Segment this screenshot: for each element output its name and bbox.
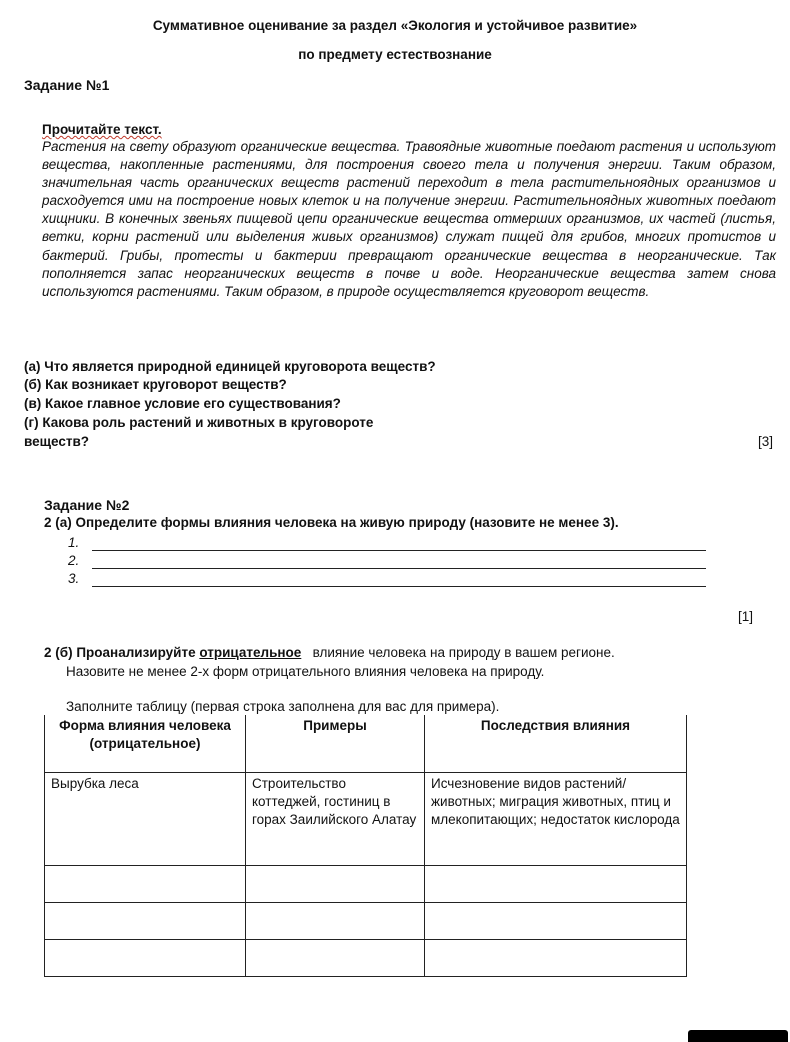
header-impact-form: Форма влияния человека (отрицательное) xyxy=(45,715,246,772)
table-row xyxy=(45,772,687,865)
empty-cell[interactable] xyxy=(425,865,687,902)
answer-number-1: 1. xyxy=(68,535,80,550)
question-a: (а) Что является природной единицей круговорота веществ? xyxy=(24,359,436,374)
cell-impact-form: Вырубка леса xyxy=(45,772,246,865)
impact-table xyxy=(44,715,687,977)
fill-table-instruction: Заполните таблицу (первая строка заполнена для вас для примера). xyxy=(66,699,500,714)
answer-number-3: 3. xyxy=(68,571,80,586)
empty-cell[interactable] xyxy=(425,939,687,976)
answer-line-3[interactable] xyxy=(92,586,706,587)
document-title: Суммативное оценивание за раздел «Экология и устойчивое развитие» xyxy=(152,18,638,33)
cell-consequences: Исчезновение видов растений/животных; миграция животных, птиц и млекопитающих; недостаток кислорода xyxy=(425,772,687,865)
task2b-emphasis: отрицательное xyxy=(199,645,302,660)
task2b-line2: Назовите не менее 2-х форм отрицательного влияния человека на природу. xyxy=(66,664,545,679)
task2a-score: [1] xyxy=(738,609,754,624)
empty-cell[interactable] xyxy=(45,902,246,939)
empty-cell[interactable] xyxy=(246,902,425,939)
cell-examples: Строительство коттеджей, гостиниц в горах Заилийского Алатау xyxy=(246,772,425,865)
task2b-prompt xyxy=(44,645,615,660)
table-row[interactable] xyxy=(45,939,687,976)
task1-heading: Задание №1 xyxy=(24,77,110,93)
corner-black-bar xyxy=(688,1030,788,1042)
answer-line-2[interactable] xyxy=(92,568,706,569)
question-d: (г) Какова роль растений и животных в круговороте xyxy=(24,415,374,430)
empty-cell[interactable] xyxy=(45,939,246,976)
table-row[interactable] xyxy=(45,865,687,902)
answer-line-1[interactable] xyxy=(92,550,706,551)
task1-text: Растения на свету образуют органические вещества. Травоядные животные поедают растения и используют вещества, накопленные растениями, для построения своего тела и получения энергии. Таким образом, значительная часть органических веществ растений переходит в тела растительноядных организмов и расходуется ими на построение новых клеток и на получение энергии. Растительноядных животных поедают хищники. В конечных звеньях пищевой цепи органические вещества отмерших организмов, их частей (листья, ветки, корни растений или выделения живых организмов) служат пищей для грибов, многих протистов и бактерий. Грибы, протесты и бактерии превращают органические вещества в неорганические. Так пополняется запас неорганических веществ в почве и воде. Неорганические вещества затем снова используются растениями. Таким образом, в природе осуществляется круговорот веществ. xyxy=(42,139,776,299)
empty-cell[interactable] xyxy=(246,939,425,976)
task2b-prefix: 2 (б) Проанализируйте xyxy=(44,645,196,660)
task1-score: [3] xyxy=(758,434,774,449)
question-c: (в) Какое главное условие его существования? xyxy=(24,396,341,411)
header-consequences: Последствия влияния xyxy=(425,715,687,772)
table-header-row xyxy=(45,715,687,772)
task2b-suffix: влияние человека на природу в вашем регионе. xyxy=(312,645,615,660)
read-instruction xyxy=(42,122,162,137)
read-label: Прочитайте текст. xyxy=(42,122,162,137)
header-examples: Примеры xyxy=(246,715,425,772)
document-subtitle: по предмету естествознание xyxy=(298,47,492,62)
task2-heading: Задание №2 xyxy=(44,497,130,513)
task2a-prompt: 2 (а) Определите формы влияния человека на живую природу (назовите не менее 3). xyxy=(44,515,619,530)
table-row[interactable] xyxy=(45,902,687,939)
empty-cell[interactable] xyxy=(425,902,687,939)
question-b: (б) Как возникает круговорот веществ? xyxy=(24,377,287,392)
answer-number-2: 2. xyxy=(68,553,80,568)
question-d-cont: веществ? xyxy=(24,434,90,449)
empty-cell[interactable] xyxy=(45,865,246,902)
empty-cell[interactable] xyxy=(246,865,425,902)
